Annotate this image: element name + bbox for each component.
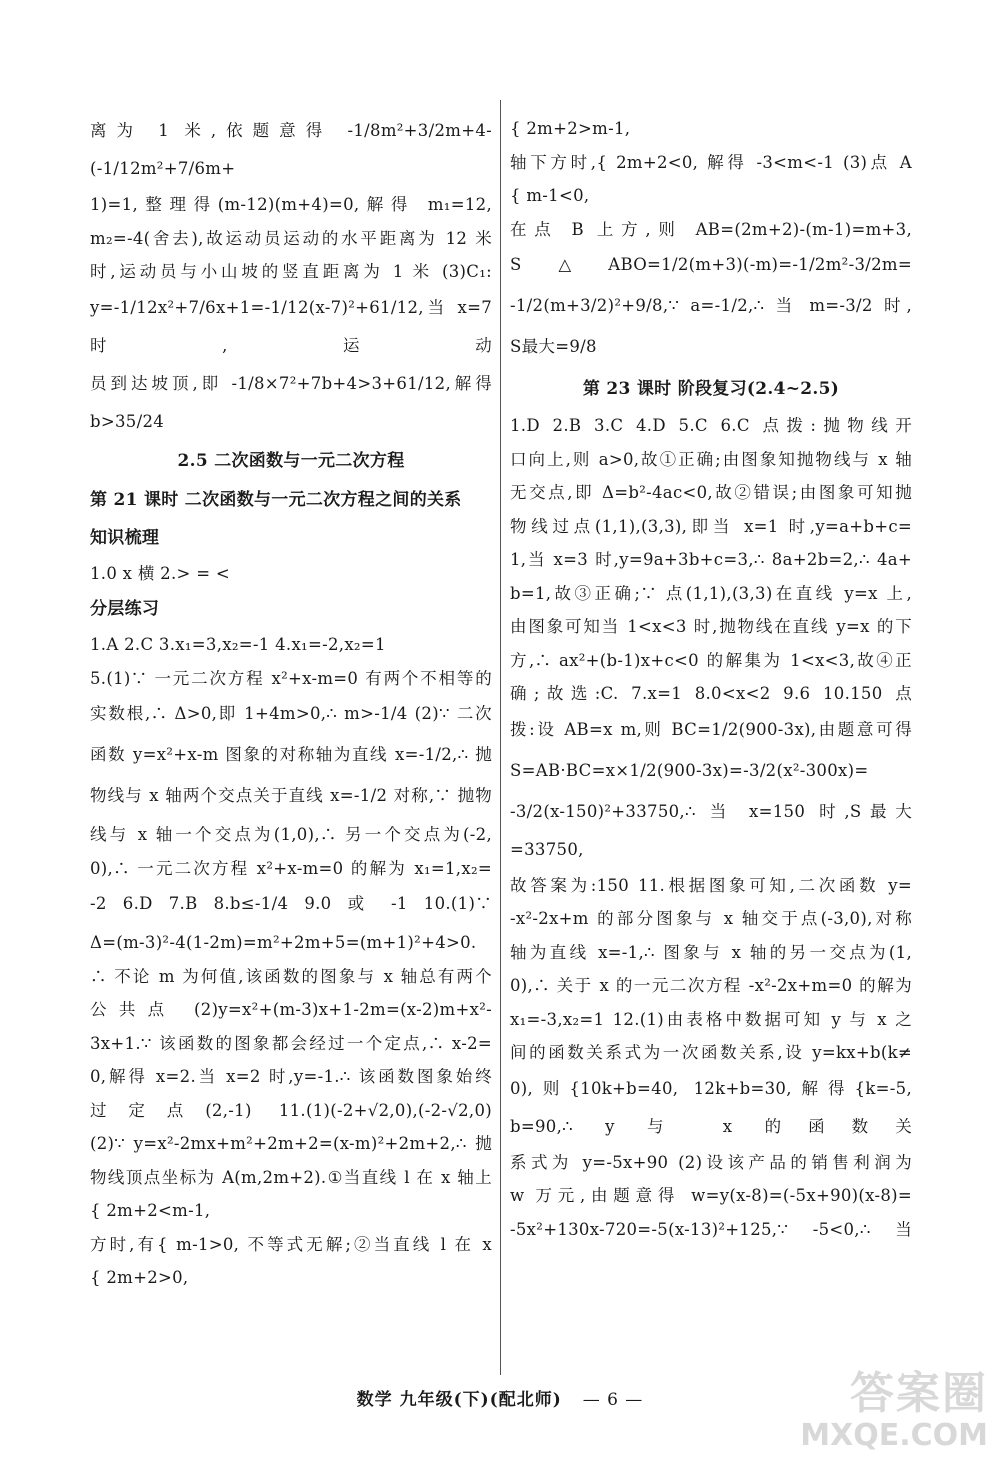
left-column-line: 时,运动员与小山坡的竖直距离为 1 米 (3)C₁: [90,262,492,281]
right-column-line: b=1,故③正确;∵ 点(1,1),(3,3)在直线 y=x 上, [510,583,912,603]
right-column-line: 1,当 x=3 时,y=9a+3b+c=3,∴ 8a+2b=2,∴ 4a+ [510,550,912,569]
left-column-line: 物线顶点坐标为 A(m,2m+2).①当直线 l 在 x 轴上 [90,1167,492,1187]
watermark-logo: 答案圈 [850,1368,988,1419]
left-column-line: 实数根,∴ Δ>0,即 1+4m>0,∴ m>-1/4 (2)∵ 二次 [90,704,492,723]
left-column-line: -2 6.D 7.B 8.b≤-1/4 9.0 或 -1 10.(1)∵ [90,894,492,913]
right-column-line: 轴为直线 x=-1,∴ 图象与 x 轴的另一交点为(1, [510,942,912,962]
left-column-line: 线与 x 轴一个交点为(1,0),∴ 另一个交点为(-2, [90,825,492,844]
right-column-line: { 2m+2>m-1, [510,119,631,138]
left-column-line: m₂=-4(舍去),故运动员运动的水平距离为 12 米 [90,228,492,248]
right-column-line: w 万元,由题意得 w=y(x-8)=(-5x+90)(x-8)= [510,1186,912,1205]
left-column-line: 函数 y=x²+x-m 图象的对称轴为直线 x=-1/2,∴ 抛 [90,745,492,764]
right-column-line: 由图象可知当 1<x<3 时,抛物线在直线 y=x 的下 [510,617,912,636]
left-column-line: Δ=(m-3)²-4(1-2m)=m²+2m+5=(m+1)²+4>0. [90,933,477,952]
left-column-line: y=-1/12x²+7/6x+1=-1/12(x-7)²+61/12,当 x=7 时,运动 [90,297,492,355]
right-column-line: 方,∴ ax²+(b-1)x+c<0 的解集为 1<x<3,故④正 [510,650,912,670]
right-column-line: 故答案为:150 11.根据图象可知,二次函数 y= [510,875,912,895]
footer-subject: 数学 九年级(下)(配北师) [356,1390,562,1410]
left-column-line: ∴ 不论 m 为何值,该函数的图象与 x 轴总有两个 [90,966,492,986]
right-column-line: 系式为 y=-5x+90 (2)设该产品的销售利润为 [510,1152,912,1172]
left-column-line: 员到达坡顶,即 -1/8×7²+7b+4>3+61/12,解得 b>35/24 [90,373,492,431]
right-column-line: 第 23 课时 阶段复习(2.4~2.5) [582,379,840,399]
right-column-line: 拨:设 AB=x m,则 BC=1/2(900-3x),由题意可得 [510,719,912,739]
left-column [90,112,492,1295]
watermark [758,1370,988,1465]
right-column-line: 确;故选:C. 7.x=1 8.0<x<2 9.6 10.150 点 [510,684,912,703]
left-column-line: 2.5 二次函数与一元二次方程 [177,450,405,471]
left-column-line: 0,解得 x=2.当 x=2 时,y=-1.∴ 该函数图象始终 [90,1067,492,1086]
left-column-line: 物线与 x 轴两个交点关于直线 x=-1/2 对称,∵ 抛物 [90,786,492,805]
right-column-line: 间的函数关系式为一次函数关系,设 y=kx+b(k≠ [510,1043,912,1062]
left-column-line: 1.0 x 横 2.> = < [90,563,230,583]
column-divider [500,100,501,1375]
left-column-line: 知识梳理 [90,527,160,548]
right-column-line: -3/2(x-150)²+33750,∴ 当 x=150 时,S最大=33750, [510,801,912,859]
left-column-line: 0),∴ 一元二次方程 x²+x-m=0 的解为 x₁=1,x₂= [90,858,492,878]
left-column-line: 方时,有{ m-1>0, 不等式无解;②当直线 l 在 x [90,1234,492,1254]
right-column-line: 在点 B 上方,则 AB=(2m+2)-(m-1)=m+3, [510,219,912,239]
left-column-line: { 2m+2>0, [90,1268,189,1287]
left-column-line: 1)=1,整理得(m-12)(m+4)=0,解得 m₁=12, [90,195,492,214]
right-column-line: S最大=9/8 [510,337,597,356]
right-column [510,112,912,1246]
right-column-line: 物线过点(1,1),(3,3),即当 x=1 时,y=a+b+c= [510,516,912,536]
left-column-line: 过定点(2,-1) 11.(1)(-2+√2,0),(-2-√2,0) [90,1100,492,1120]
left-column-line: 分层练习 [90,599,160,619]
left-column-line: 3x+1.∵ 该函数的图象都会经过一个定点,∴ x-2= [90,1033,492,1053]
left-column-line: 5.(1)∵ 一元二次方程 x²+x-m=0 有两个不相等的 [90,668,492,688]
left-column-line: 1.A 2.C 3.x₁=3,x₂=-1 4.x₁=-2,x₂=1 [90,635,386,654]
right-column-line: S△ABO=1/2(m+3)(-m)=-1/2m²-3/2m= [510,255,912,274]
right-column-line: 轴下方时,{ 2m+2<0, 解得 -3<m<-1 (3)点 A [510,152,912,172]
left-column-line: 第 21 课时 二次函数与一元二次方程之间的关系 [90,489,462,510]
right-column-line: 无交点,即 Δ=b²-4ac<0,故②错误;由图象可知抛 [510,483,912,502]
right-column-line: x₁=-3,x₂=1 12.(1)由表格中数据可知 y 与 x 之 [510,1009,912,1029]
right-column-line: -5x²+130x-720=-5(x-13)²+125,∵ -5<0,∴ 当 [510,1219,912,1239]
right-column-line: S=AB·BC=x×1/2(900-3x)=-3/2(x²-300x)= [510,760,869,780]
right-column-line: 口向上,则 a>0,故①正确;由图象知抛物线与 x 轴 [510,449,912,469]
right-column-line: -x²-2x+m 的部分图象与 x 轴交于点(-3,0),对称 [510,909,912,928]
left-column-line: 公共点 (2)y=x²+(m-3)x+1-2m=(x-2)m+x²- [90,1000,492,1019]
right-column-line: 1.D 2.B 3.C 4.D 5.C 6.C 点拨:抛物线开 [510,416,912,435]
left-column-line: (2)∵ y=x²-2mx+m²+2m+2=(x-m)²+2m+2,∴ 抛 [90,1134,492,1153]
right-column-line: 0),∴ 关于 x 的一元二次方程 -x²-2x+m=0 的解为 [510,976,912,995]
right-column-line: { m-1<0, [510,186,590,205]
left-column-line: { 2m+2<m-1, [90,1201,211,1220]
watermark-url: MXQE.COM [800,1418,988,1453]
page-number: — 6 — [582,1390,644,1410]
left-column-line: 离为 1 米,依题意得 -1/8m²+3/2m+4-(-1/12m²+7/6m+ [90,121,492,178]
right-column-line: -1/2(m+3/2)²+9/8,∵ a=-1/2,∴ 当 m=-3/2 时, [510,296,912,315]
right-column-line: 0),则{10k+b=40, 12k+b=30,解得{k=-5, b=90,∴ y 与 x 的函数关 [510,1078,912,1136]
